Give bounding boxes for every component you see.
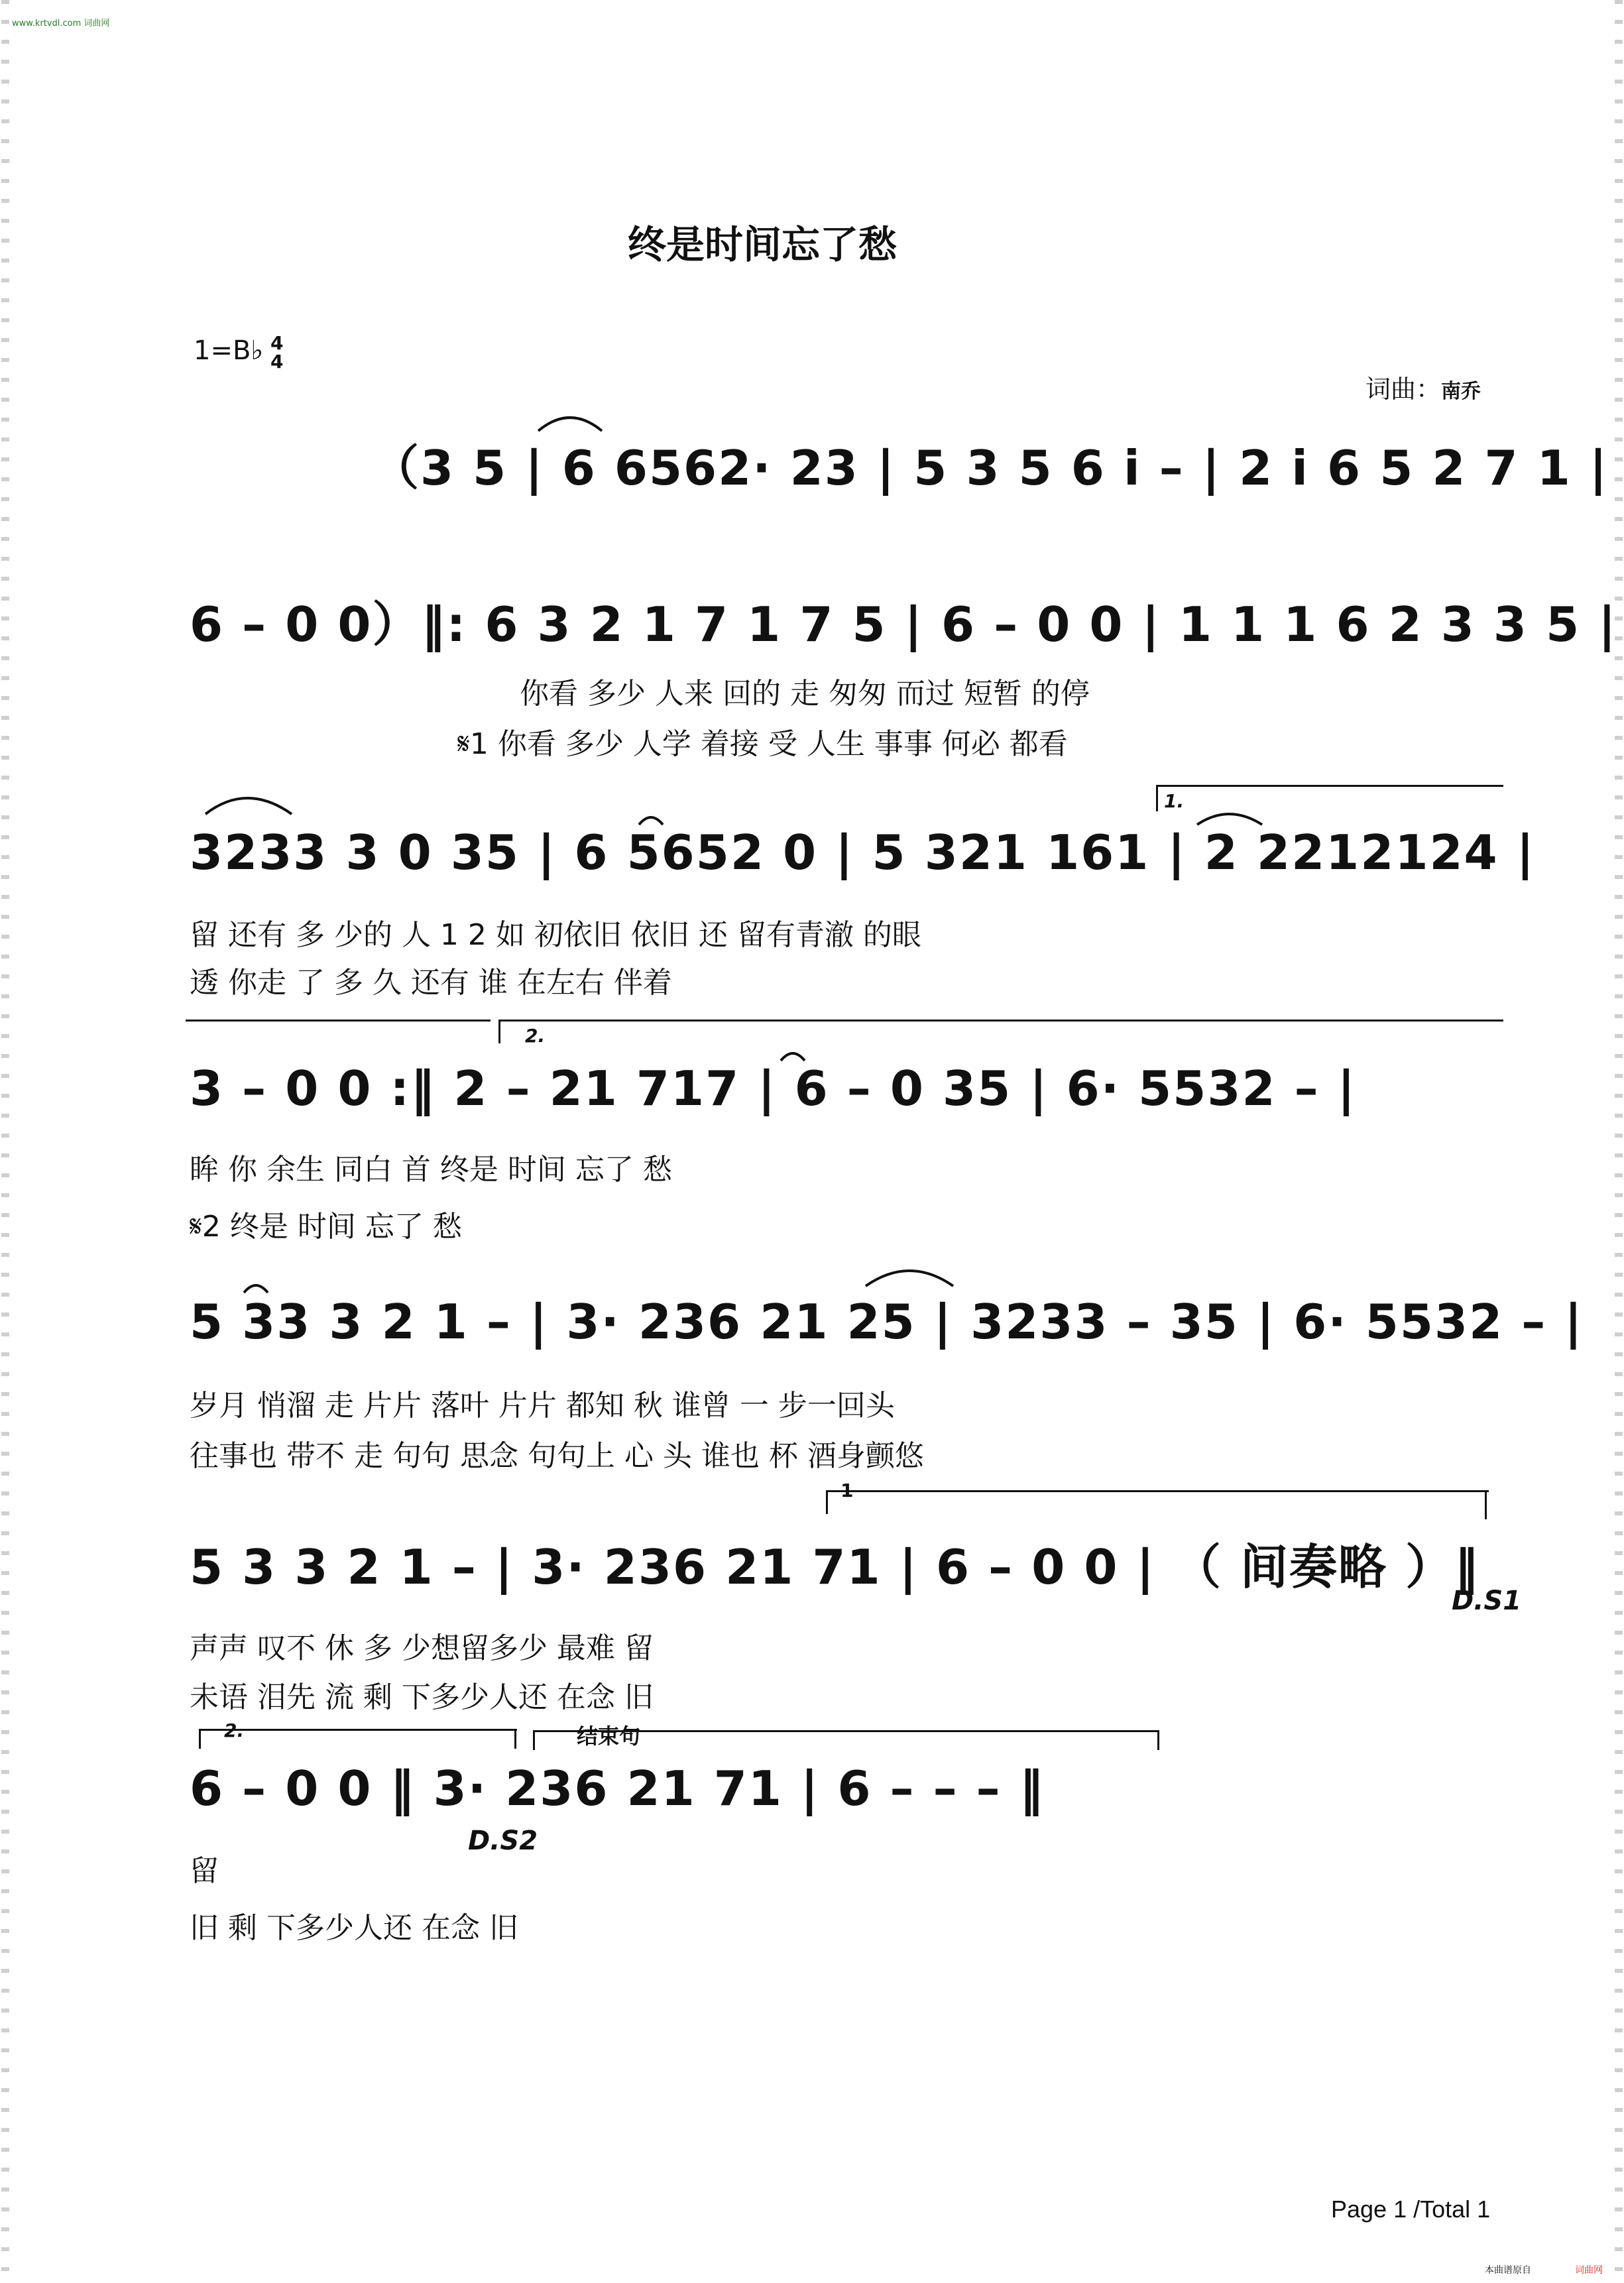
lyric-row-2-verse-1: 你看 多少 人来 回的 走 匆匆 而过 短暂 的停 (520, 677, 1090, 711)
lyric-row-7-verse-1: 留 (190, 1854, 219, 1888)
meter-bottom: 4 (270, 351, 284, 373)
page-footer: Page 1 /Total 1 (1331, 2195, 1491, 2223)
tie-1 (639, 817, 663, 825)
score-title: 终是时间忘了愁 (627, 222, 897, 267)
dal-segno-1: D.S1 (1452, 1586, 1522, 1616)
dal-segno-2: D.S2 (468, 1826, 538, 1856)
brand-right: 词曲网 (1575, 2265, 1603, 2276)
slur-3 (1197, 814, 1262, 825)
lyric-row-7-verse-2: 旧 剩 下多少人还 在念 旧 (190, 1911, 518, 1945)
lyric-row-4-verse-1: 眸 你 余生 同白 首 终是 时间 忘了 愁 (190, 1153, 672, 1187)
slur-1 (538, 418, 602, 431)
lyric-row-4-verse-2: 𝄋2 终是 时间 忘了 愁 (190, 1210, 462, 1244)
volta-b1-label: 1 (841, 1480, 854, 1501)
slur-4 (866, 1271, 953, 1286)
slur-2 (205, 798, 292, 814)
tie-2 (781, 1053, 805, 1061)
volta-1-label: 1. (1164, 790, 1185, 812)
lyric-row-6-verse-2: 未语 泪先 流 剩 下多少人还 在念 旧 (190, 1680, 654, 1714)
site-header: www.krtvdl.com 词曲网 (12, 19, 110, 29)
composer-label: 词曲： (1365, 375, 1442, 404)
staff-row-1: （3 5 | 6 6562· 23 | 5 3 5 6 i – | 2 i 6 5 2 7 1 | (371, 440, 1609, 496)
brand-left: 本曲谱原自 (1485, 2265, 1531, 2276)
staff-row-4: 3 – 0 0 :‖ 2 – 21 717 | 6 – 0 35 | 6· 5532 – | (190, 1061, 1356, 1116)
tie-3 (244, 1285, 268, 1293)
lyric-row-6-verse-1: 声声 叹不 休 多 少想留多少 最难 留 (190, 1631, 654, 1665)
staff-row-2: 6 – 0 0）‖: 6 3 2 1 7 1 7 5 | 6 – 0 0 | 1 1 1 6 2 3 3 5 | (190, 597, 1617, 652)
lyric-row-3-verse-2: 透 你走 了 多 久 还有 谁 在左右 伴着 (190, 966, 672, 1000)
ending-label: 结束句 (577, 1724, 641, 1749)
lyric-row-5-verse-1: 岁月 悄溜 走 片片 落叶 片片 都知 秋 谁曾 一 步一回头 (190, 1389, 895, 1423)
key-signature: 1=B♭ (194, 335, 264, 366)
meter-top: 4 (270, 332, 284, 354)
volta-2-label: 2. (525, 1025, 546, 1047)
lyric-row-3-verse-1: 留 还有 多 少的 人 1 2 如 初依旧 依旧 还 留有青澈 的眼 (190, 918, 921, 952)
lyric-row-5-verse-2: 往事也 带不 走 句句 思念 句句上 心 头 谁也 杯 酒身颤悠 (190, 1439, 924, 1473)
composer-name: 南乔 (1441, 380, 1481, 403)
staff-row-7: 6 – 0 0 ‖ 3· 236 21 71 | 6 – – – ‖ (190, 1761, 1045, 1816)
lyric-row-2-verse-2: 𝄋1 你看 多少 人学 着接 受 人生 事事 何必 都看 (457, 727, 1068, 761)
volta-b2-label: 2. (224, 1720, 245, 1741)
staff-row-3: 3233 3 0 35 | 6 5652 0 | 5 321 161 | 2 2212124 | (190, 825, 1536, 880)
staff-row-6: 5 3 3 2 1 – | 3· 236 21 71 | 6 – 0 0 | （ 间奏略 ）‖ (190, 1539, 1480, 1595)
staff-row-5: 5 33 3 2 1 – | 3· 236 21 25 | 3233 – 35 | 6· 5532 – | (190, 1294, 1584, 1350)
